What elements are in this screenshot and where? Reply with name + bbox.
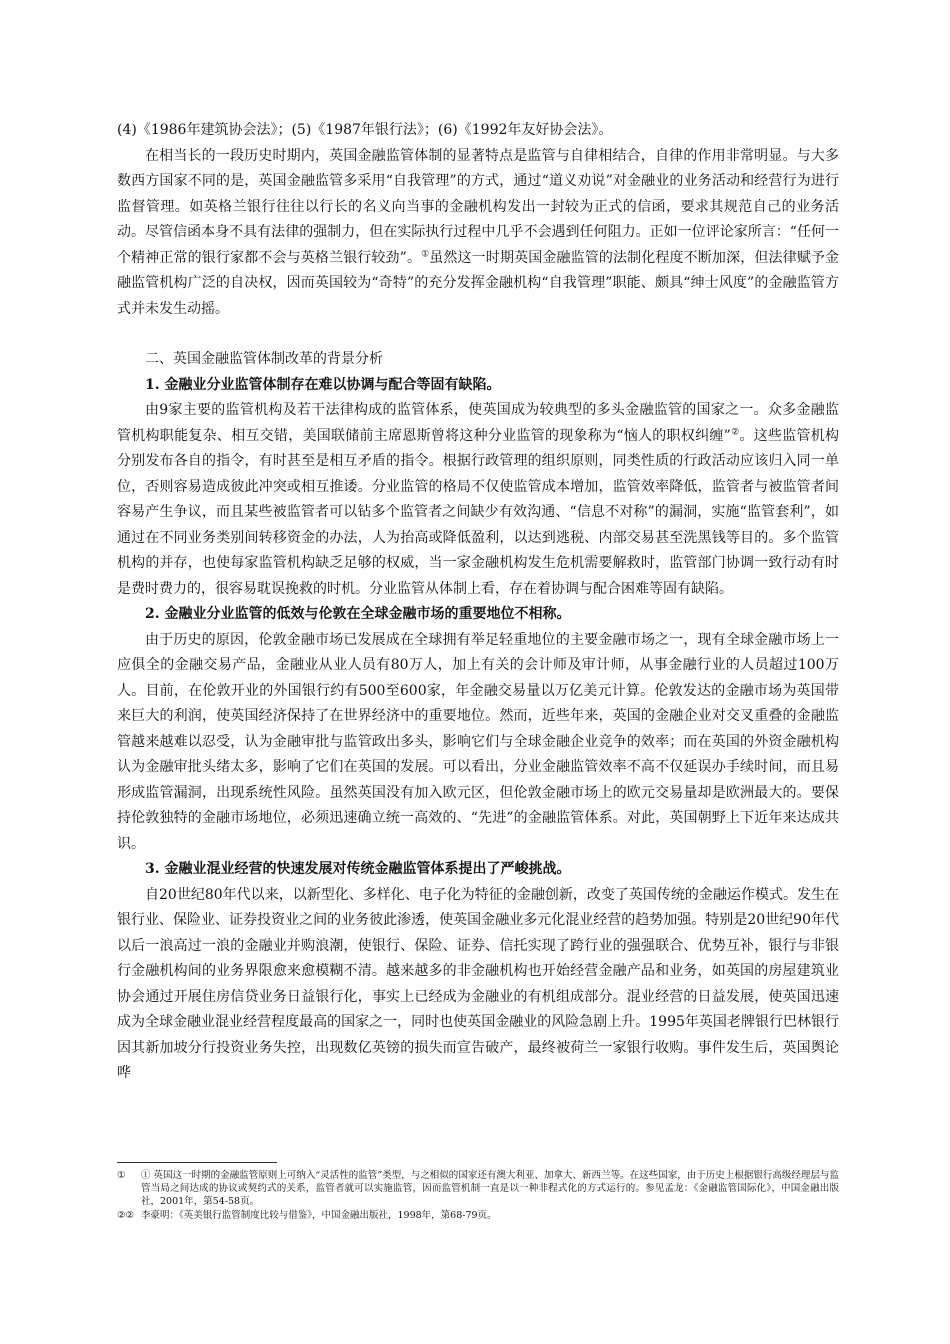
- paragraph-text: 虽然这一时期英国金融监管的法制化程度不断加深，但法律赋予金融监管机构广泛的自决权，因而英国较为“奇特”的充分发挥金融机构“自我管理”职能、颇具“绅士风度”的金融监管方式并未发生动摇。: [117, 249, 839, 317]
- section-heading: 二、英国金融监管体制改革的背景分析: [145, 351, 383, 367]
- footnote-ref-1[interactable]: ①: [421, 248, 430, 259]
- footnote-text: 李豪明：《英美银行监管制度比较与借鉴》，中国金融出版社，1998年，第68-79页。: [141, 1210, 497, 1221]
- paragraph-text: 在相当长的一段历史时期内，英国金融监管体制的显著特点是监管与自律相结合，自律的作用非常明显。与大多数西方国家不同的是，英国金融监管多采用“自我管理”的方式，通过“道义劝说”对金融业的业务活动和经营行为进行监督管理。如英格兰银行往往以行长的名义向当事的金融机构发出一封较为正式的信函，要求其规范自己的业务活动。尽管信函本身不具有法律的强制力，但在实际执行过程中几乎不会遇到任何阻力。正如一位评论家所言：“任何一个精神正常的银行家都不会与英格兰银行较劲”。: [117, 147, 839, 266]
- subheading-2: 2. 金融业分业监管的低效与伦敦在全球金融市场的重要地位不相称。: [145, 606, 571, 622]
- paragraph-laws-list: (4)《1986年建筑协会法》；(5)《1987年银行法》；(6)《1992年友好协会法》。: [117, 122, 613, 138]
- subheading-1: 1. 金融业分业监管体制存在难以协调与配合等固有缺陷。: [145, 376, 501, 393]
- paragraph-text: 。这些监管机构分别发布各自的指令，有时甚至是相互矛盾的指令。根据行政管理的组织原则，同类性质的行政活动应该归入同一单位，否则容易造成彼此冲突或相互推诿。分业监管的格局不仅使监管成本增加，监管效率降低，监管者与被监管者间容易产生争议，而且某些被监管者可以钻多个监管者之间缺少有效沟通、“信息不对称”的漏洞，实施“监管套利”，如通过在不同业务类别间转移资金的办法，人为抬高或降低盈利，以达到逃税、内部交易甚至洗黑钱等目的。多个监管机构的并存，也使每家监管机构缺乏足够的权威，当一家金融机构发生危机需要解救时，监管部门协调一致行动有时是费时费力的，很容易耽误挽救的时机。分业监管从体制上看，存在着协调与配合困难等固有缺陷。: [117, 427, 840, 597]
- footnote-ref-2[interactable]: ②: [730, 426, 740, 437]
- spacer: [117, 322, 839, 347]
- footnote-divider: [117, 1162, 277, 1163]
- paragraph-london-market: 由于历史的原因，伦敦金融市场已发展成在全球拥有举足轻重地位的主要金融市场之一，现有全球金融市场上一应俱全的金融交易产品，金融业从业人员有80万人，加上有关的会计师及审计师，从事金融行业的人员超过100万人。目前，在伦敦开业的外国银行约有500至600家，年金融交易量以万亿美元计算。伦敦发达的金融市场为英国带来巨大的利润，使英国经济保持了在世界经济中的重要地位。然而，近些年来，英国的金融企业对交叉重叠的金融监管越来越难以忍受，认为金融审批与监管政出多头，影响它们与全球金融企业竞争的效率；而在英国的外资金融机构认为金融审批头绪太多，影响了它们在英国的发展。可以看出，分业金融监管效率不高不仅延误办手续时间，而且易形成监管漏洞，出现系统性风险。虽然英国没有加入欧元区，但伦敦金融市场上的欧元交易量却是欧洲最大的。要保持伦敦独特的金融市场地位，必须迅速确立统一高效的、“先进”的金融监管体系。对此，英国朝野上下近年来达成共识。: [117, 631, 839, 852]
- footnote-2: [117, 1209, 839, 1222]
- paragraph-fragmented-supervision: [117, 398, 839, 602]
- body-text: [117, 118, 839, 1087]
- footnote-text: ① 英国这一时期的金融监管原则上可纳入“灵活性的监管”类型，与之相似的国家还有澳大利亚、加拿大、新西兰等。在这些国家，由于历史上根据银行高级经理层与监管当局之间达成的协议或契约式的关系，监管者就可以实施监管，因而监管机制一直是以一种非程式化的方式运行的。参见孟龙：《金融监管国际化》，中国金融出版社，2001年，第54-58页。: [141, 1170, 839, 1207]
- footnotes: [117, 1162, 839, 1223]
- paragraph-self-regulation: [117, 144, 839, 323]
- paragraph-mixed-operation: 自20世纪80年代以来，以新型化、多样化、电子化为特征的金融创新，改变了英国传统的金融运作模式。发生在银行业、保险业、证券投资业之间的业务彼此渗透，使英国金融业多元化混业经营的趋势加强。特别是20世纪90年代以后一浪高过一浪的金融业并购浪潮，使银行、保险、证券、信托实现了跨行业的强强联合、优势互补，银行与非银行金融机构间的业务界限愈来愈模糊不清。越来越多的非金融机构也开始经营金融产品和业务，如英国的房屋建筑业协会通过开展住房信贷业务日益银行化，事实上已经成为金融业的有机组成部分。混业经营的日益发展，使英国迅速成为全球金融业混业经营程度最高的国家之一，同时也使英国金融业的风险急剧上升。1995年英国老牌银行巴林银行因其新加坡分行投资业务失控，出现数亿英镑的损失而宣告破产，最终被荷兰一家银行收购。事件发生后，英国舆论哗: [117, 886, 839, 1081]
- subheading-3: 3. 金融业混业经营的快速发展对传统金融监管体系提出了严峻挑战。: [145, 861, 571, 877]
- paragraph-text: 由9家主要的监管机构及若干法律构成的监管体系，使英国成为较典型的多头金融监管的国家之一。众多金融监管机构职能复杂、相互交错，美国联储前主席恩斯曾将这种分业监管的现象称为“恼人的职权纠缠”: [117, 402, 839, 444]
- footnote-marker: ②②: [117, 1210, 135, 1221]
- footnote-1: [117, 1169, 839, 1208]
- footnote-marker: ①: [117, 1170, 126, 1181]
